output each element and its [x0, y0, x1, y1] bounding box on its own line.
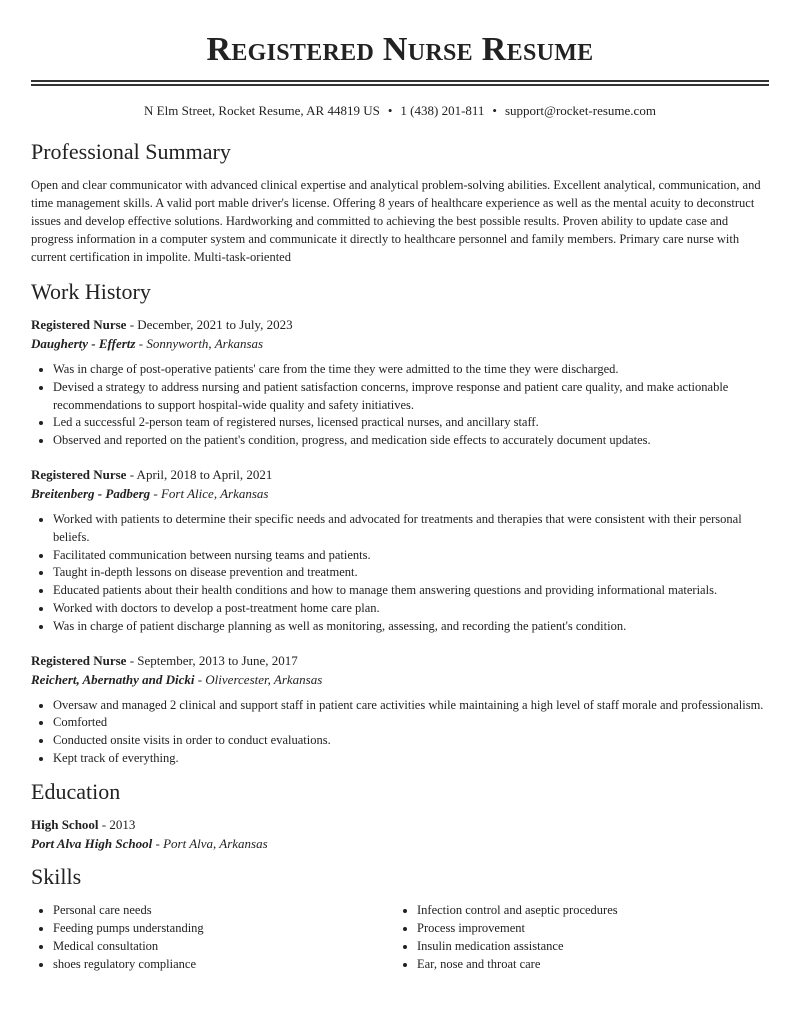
- summary-text: Open and clear communicator with advanced clinical expertise and analytical problem-solving abilities. Excellent analytical, communication, and time management skills. A valid port mable driver's license. Offering 8 years of healthcare experience as well as the mental acuity to deconstruct issues and develop effective solutions. Hardworking and committed to achieving the best possible results. Proven ability to update case and progress information in a computer system and communicate it directly to healthcare personnel and family members. Primary care nurse with current certification in impolite. Multi-task-oriented: [31, 178, 761, 264]
- school-name: Port Alva High School: [31, 835, 153, 851]
- address-text: N Elm Street, Rocket Resume, AR 44819 US: [144, 103, 380, 118]
- resume-page: [31, 0, 769, 973]
- job-bullets: [31, 511, 769, 636]
- skills-list: [31, 901, 769, 973]
- company-line: [31, 485, 769, 503]
- list-item: • Was in charge of patient discharge planning as well as monitoring, assessing, and recording the patient's condition.: [53, 618, 769, 636]
- skills-column-left: [31, 901, 395, 973]
- job-title-line: [31, 466, 769, 484]
- job-bullets: [31, 697, 769, 768]
- company-name: Reichert, Abernathy and Dicki: [31, 671, 195, 687]
- school-line: [31, 835, 769, 853]
- header-divider-bottom: [31, 84, 769, 86]
- list-item: • Kept track of everything.: [53, 750, 769, 768]
- list-item: • Facilitated communication between nursing teams and patients.: [53, 547, 769, 565]
- summary-heading: Professional Summary: [31, 139, 231, 164]
- company-location: - Olivercester, Arkansas: [194, 671, 323, 687]
- contact-separator: •: [492, 103, 497, 118]
- contact-separator: •: [387, 103, 393, 118]
- skill-item: • shoes regulatory compliance: [53, 955, 395, 973]
- degree-name: High School: [31, 816, 99, 832]
- skill-item: • Insulin medication assistance: [417, 937, 759, 955]
- list-item: • Devised a strategy to address nursing and patient satisfaction concerns, improve response and patient care quality, and make actionable recommendations to support hospital-wide quality and safety initiatives.: [53, 379, 769, 415]
- job-entry: [31, 316, 769, 450]
- list-item: • Worked with patients to determine their specific needs and advocated for treatments and therapies that were consistent with their personal beliefs.: [53, 511, 769, 547]
- list-item: • Worked with doctors to develop a post-treatment home care plan.: [53, 600, 769, 618]
- degree-line: [31, 816, 769, 834]
- education-entry: [31, 816, 769, 853]
- work-history-heading: Work History: [31, 279, 151, 304]
- job-dates: - December, 2021 to July, 2023: [126, 317, 293, 332]
- job-entry: [31, 652, 769, 768]
- company-location: - Sonnyworth, Arkansas: [135, 336, 264, 351]
- resume-title: Registered Nurse Resume: [206, 31, 594, 68]
- company-name: Daugherty - Effertz: [31, 336, 136, 351]
- contact-line: [31, 102, 769, 120]
- email-link[interactable]: support@rocket-resume.com: [504, 103, 656, 118]
- job-bullets: [31, 361, 769, 450]
- skills-column-right: [395, 901, 759, 973]
- job-title-line: [31, 652, 769, 670]
- job-dates: - April, 2018 to April, 2021: [126, 466, 273, 482]
- skills-heading: Skills: [31, 863, 82, 889]
- company-location: - Fort Alice, Arkansas: [150, 485, 269, 501]
- company-name: Breitenberg - Padberg: [31, 485, 151, 501]
- job-entry: [31, 466, 769, 636]
- job-title: Registered Nurse: [31, 466, 127, 482]
- phone-text: 1 (438) 201-811: [400, 103, 485, 118]
- job-title: Registered Nurse: [31, 652, 127, 668]
- company-line: [31, 671, 769, 689]
- header-divider-top: [31, 80, 769, 82]
- skill-item: • Process improvement: [417, 919, 759, 937]
- skill-item: • Medical consultation: [53, 937, 395, 955]
- skill-item: • Feeding pumps understanding: [53, 919, 395, 937]
- education-year: - 2013: [98, 816, 136, 832]
- list-item: • Led a successful 2-person team of registered nurses, licensed practical nurses, and ancillary staff.: [53, 414, 769, 432]
- skill-item: • Ear, nose and throat care: [417, 955, 759, 973]
- list-item: • Conducted onsite visits in order to conduct evaluations.: [53, 732, 769, 750]
- job-dates: - September, 2013 to June, 2017: [126, 652, 298, 668]
- job-title: Registered Nurse: [31, 317, 127, 332]
- skill-item: • Infection control and aseptic procedures: [417, 901, 759, 919]
- list-item: • Educated patients about their health conditions and how to manage them answering questions and providing informational materials.: [53, 582, 769, 600]
- job-title-line: [31, 316, 769, 334]
- list-item: • Comforted: [53, 714, 769, 732]
- list-item: • Oversaw and managed 2 clinical and support staff in patient care activities while maintaining a high level of staff morale and professionalism.: [53, 697, 769, 715]
- list-item: • Taught in-depth lessons on disease prevention and treatment.: [53, 564, 769, 582]
- company-line: [31, 335, 769, 353]
- skill-item: • Personal care needs: [53, 901, 395, 919]
- list-item: • Observed and reported on the patient's condition, progress, and medication side effects to accurately document updates.: [53, 432, 769, 450]
- list-item: • Was in charge of post-operative patients' care from the time they were admitted to the time they were discharged.: [53, 361, 769, 379]
- education-heading: Education: [31, 778, 121, 804]
- school-location: - Port Alva, Arkansas: [152, 835, 268, 851]
